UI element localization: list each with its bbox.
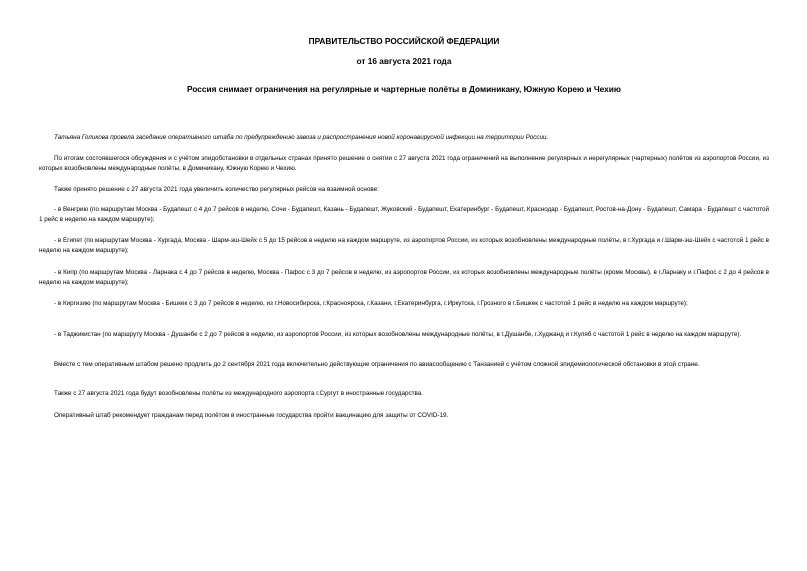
list-item-cyprus: - в Кипр (по маршрутам Москва - Ларнака с 4 до 7 рейсов в неделю, Москва - Пафос с 3 до 7 рейсов в неделю, из аэропортов России, из которых возобновлены международные полёты (кроме Москвы), в г.Ларнаку и г.Пафос с 2 до 4 рейсов в неделю на каждом маршруте); [39,269,769,287]
increase-flights-paragraph: Также принято решение с 27 августа 2021 года увеличить количество регулярных рейсов на взаимной основе: [54,186,379,194]
document-page [39,0,769,571]
list-item-egypt: - в Египет (по маршрутам Москва - Хургада, Москва - Шарм-эш-Шейх с 5 до 15 рейсов в неделю на каждом маршруте, из аэропортов России, из которых возобновлены международные полёты, в г.Хургада и г.Шарм-эш-Шейх с частотой 1 рейс в неделю на каждом маршруте); [39,237,769,255]
list-item-hungary: - в Венгрию (по маршрутам Москва - Будапешт с 4 до 7 рейсов в неделю, Сочи - Будапешт, Казань - Будапешт, Жуковский - Будапешт, Екатеринбург - Будапешт, Краснодар - Будапешт, Ростов-на-Дону - Будапешт, Самара - Будапешт с частотой 1 рейс в неделю на каждом маршруте); [39,206,769,224]
list-item-kyrgyzstan: - в Киргизию (по маршрутам Москва - Бишкек с 3 до 7 рейсов в неделю, из г.Новосибирска, г.Красноярска, г.Казани, г.Екатеринбурга, г.Иркутска, г.Грозного в г.Бишкек с частотой 1 рейс в неделю на каждом маршруте); [54,300,688,308]
surgut-paragraph: Также с 27 августа 2021 года будут возобновлены полёты из международного аэропорта г.Сургут в иностранные государства. [54,390,424,398]
document-title: Россия снимает ограничения на регулярные и чартерные полёты в Доминикану, Южную Корею и Чехию [187,84,621,94]
tanzania-paragraph: Вместе с тем оперативным штабом решено продлить до 2 сентября 2021 года включительно действующие ограничения по авиасообщению с Танзанией с учётом сложной эпидемиологической обстановки в этой стране. [54,361,700,369]
decision-paragraph: По итогам состоявшегося обсуждения и с учётом эпидобстановки в отдельных странах принято решение о снятии с 27 августа 2021 года ограничений на выполнение регулярных и нерегулярных (чартерных) полётов из аэропортов России, из которых возобновлены международные полёты, в Доминикану, Южную Корею и Чехию. [39,155,769,173]
vaccination-paragraph: Оперативный штаб рекомендует гражданам перед полётом в иностранные государства пройти вакцинацию для защиты от COVID-19. [54,412,449,420]
lead-paragraph: Татьяна Голикова провела заседание оперативного штаба по предупреждению завоза и распространения новой коронавирусной инфекции на территории России. [54,134,549,142]
document-date: от 16 августа 2021 года [356,56,452,66]
list-item-tajikistan: - в Таджикистан (по маршруту Москва - Душанбе с 2 до 7 рейсов в неделю, из аэропортов России, из которых возобновлены международные полёты, в г.Душанбе, г.Худжанд и г.Куляб с частотой 1 рейс в неделю на каждом маршруте). [54,331,742,339]
document-organization: ПРАВИТЕЛЬСТВО РОССИЙСКОЙ ФЕДЕРАЦИИ [308,36,500,46]
